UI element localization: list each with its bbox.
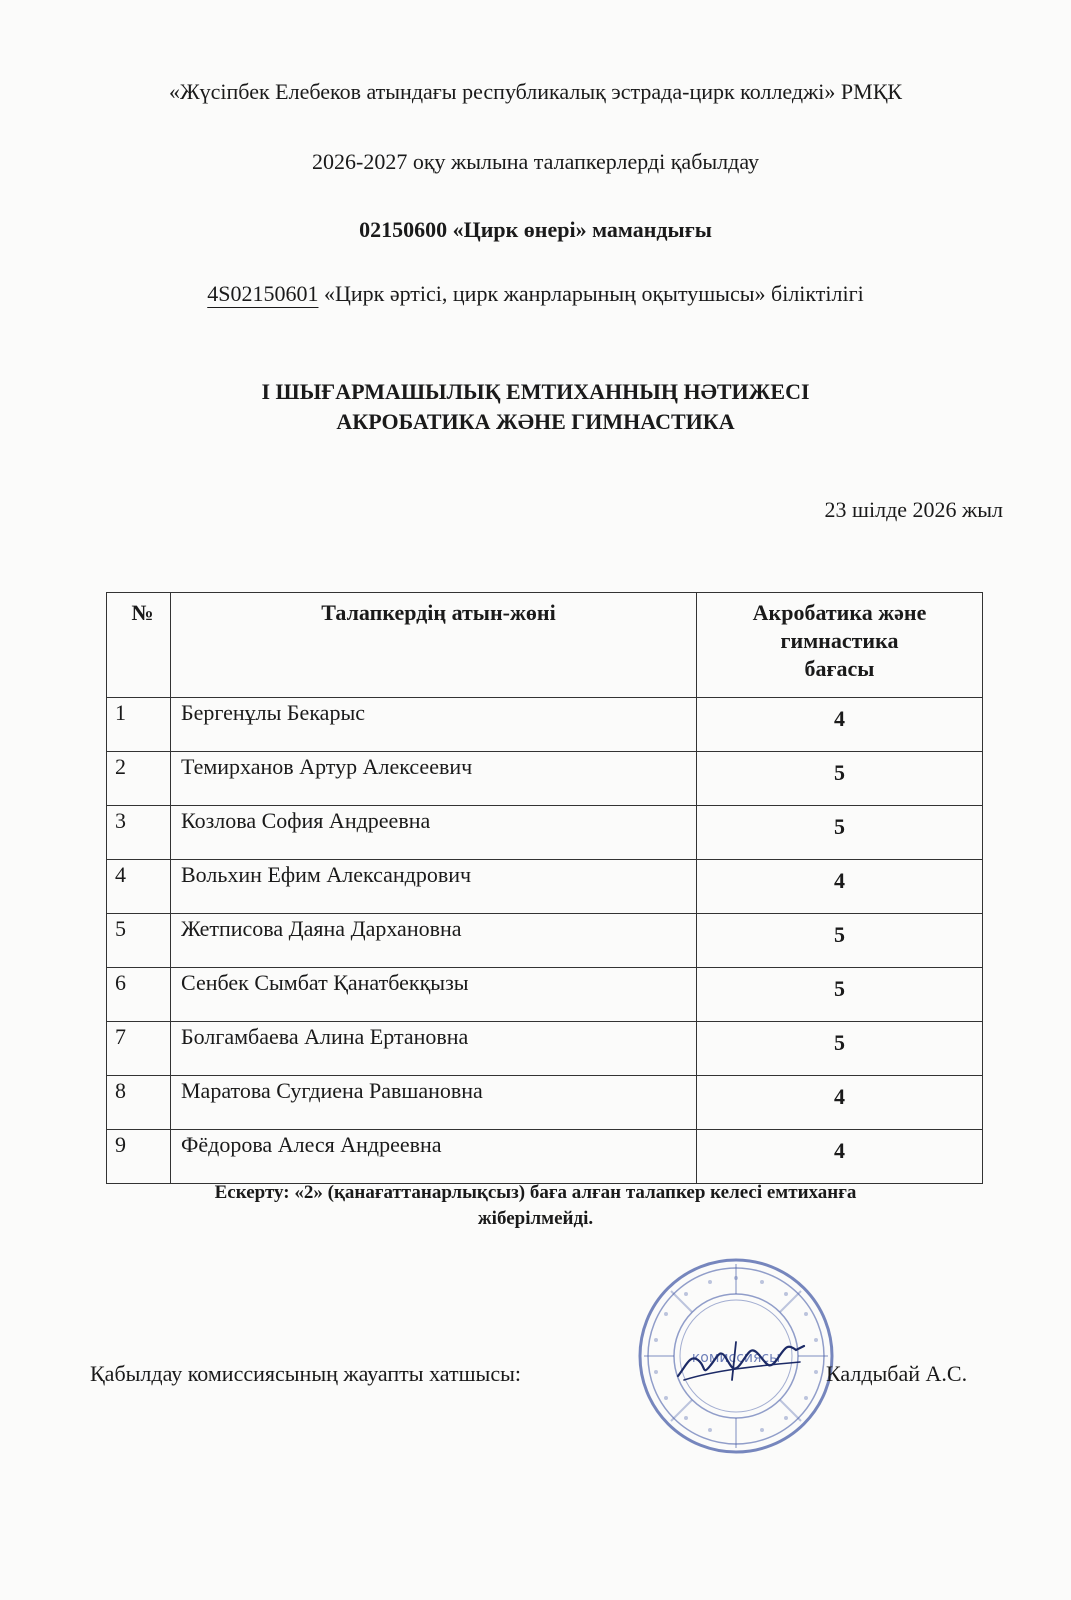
header-grade-line2: гимнастика: [780, 628, 899, 653]
row-name: Жетписова Даяна Дархановна: [171, 914, 697, 968]
row-number: 9: [107, 1130, 171, 1184]
qualification-code: 4S02150601: [207, 281, 319, 306]
row-number: 8: [107, 1076, 171, 1130]
note-line1: Ескерту: «2» (қанағаттанарлықсыз) баға алған талапкер келесі емтиханға: [214, 1182, 857, 1203]
row-name: Козлова София Андреевна: [171, 806, 697, 860]
qualification-text: «Цирк әртісі, цирк жанрларының оқытушысы» біліктілігі: [323, 281, 864, 306]
table-row: [107, 968, 983, 1022]
signature-icon: [676, 1336, 806, 1386]
row-grade: 5: [697, 914, 983, 968]
table-row: [107, 806, 983, 860]
row-number: 4: [107, 860, 171, 914]
table-row: [107, 698, 983, 752]
row-name: Маратова Сугдиена Равшановна: [171, 1076, 697, 1130]
table-row: [107, 1130, 983, 1184]
row-grade: 5: [697, 806, 983, 860]
row-grade: 4: [697, 698, 983, 752]
row-number: 3: [107, 806, 171, 860]
document-date: 23 шілде 2026 жыл: [824, 497, 1003, 522]
admission-line: 2026-2027 оқу жылына талапкерлерді қабылдау: [312, 149, 759, 174]
specialty-line: 02150600 «Цирк өнері» мамандығы: [359, 217, 712, 242]
header-name: Талапкердің атын-жөні: [171, 593, 697, 698]
row-number: 5: [107, 914, 171, 968]
row-number: 7: [107, 1022, 171, 1076]
row-number: 1: [107, 698, 171, 752]
note-line2: жіберілмейді.: [477, 1208, 594, 1229]
institution-name: «Жүсіпбек Елебеков атындағы республикалық эстрада-цирк колледжі» РМҚК: [168, 79, 903, 104]
table-header-row: [107, 593, 983, 698]
exam-note: [0, 1180, 1071, 1232]
signatory-name: Калдыбай А.С.: [826, 1361, 968, 1386]
row-name: Темирханов Артур Алексеевич: [171, 752, 697, 806]
header-grade-line1: Акробатика және: [752, 600, 927, 625]
row-name: Болгамбаева Алина Ертановна: [171, 1022, 697, 1076]
table-row: [107, 1076, 983, 1130]
qualification-line: [0, 280, 1071, 308]
row-grade: 5: [697, 968, 983, 1022]
results-table: [106, 592, 983, 1184]
table-row: [107, 914, 983, 968]
row-number: 6: [107, 968, 171, 1022]
signature-label: Қабылдау комиссиясының жауапты хатшысы:: [90, 1361, 521, 1386]
row-name: Фёдорова Алеся Андреевна: [171, 1130, 697, 1184]
row-grade: 5: [697, 1022, 983, 1076]
row-name: Сенбек Сымбат Қанатбекқызы: [171, 968, 697, 1022]
table-row: [107, 1022, 983, 1076]
exam-subject: АКРОБАТИКА ЖӘНЕ ГИМНАСТИКА: [336, 409, 735, 434]
table-row: [107, 752, 983, 806]
header-grade: [697, 593, 983, 698]
header-number: №: [107, 593, 171, 698]
row-name: Вольхин Ефим Александрович: [171, 860, 697, 914]
row-grade: 4: [697, 1076, 983, 1130]
header-grade-line3: бағасы: [804, 656, 875, 681]
row-grade: 4: [697, 1130, 983, 1184]
table-row: [107, 860, 983, 914]
row-grade: 4: [697, 860, 983, 914]
row-number: 2: [107, 752, 171, 806]
exam-title: І ШЫҒАРМАШЫЛЫҚ ЕМТИХАННЫҢ НӘТИЖЕСІ: [261, 379, 810, 404]
row-grade: 5: [697, 752, 983, 806]
row-name: Бергенұлы Бекарыс: [171, 698, 697, 752]
seal-center-text: комиссиясы: [691, 1350, 781, 1366]
